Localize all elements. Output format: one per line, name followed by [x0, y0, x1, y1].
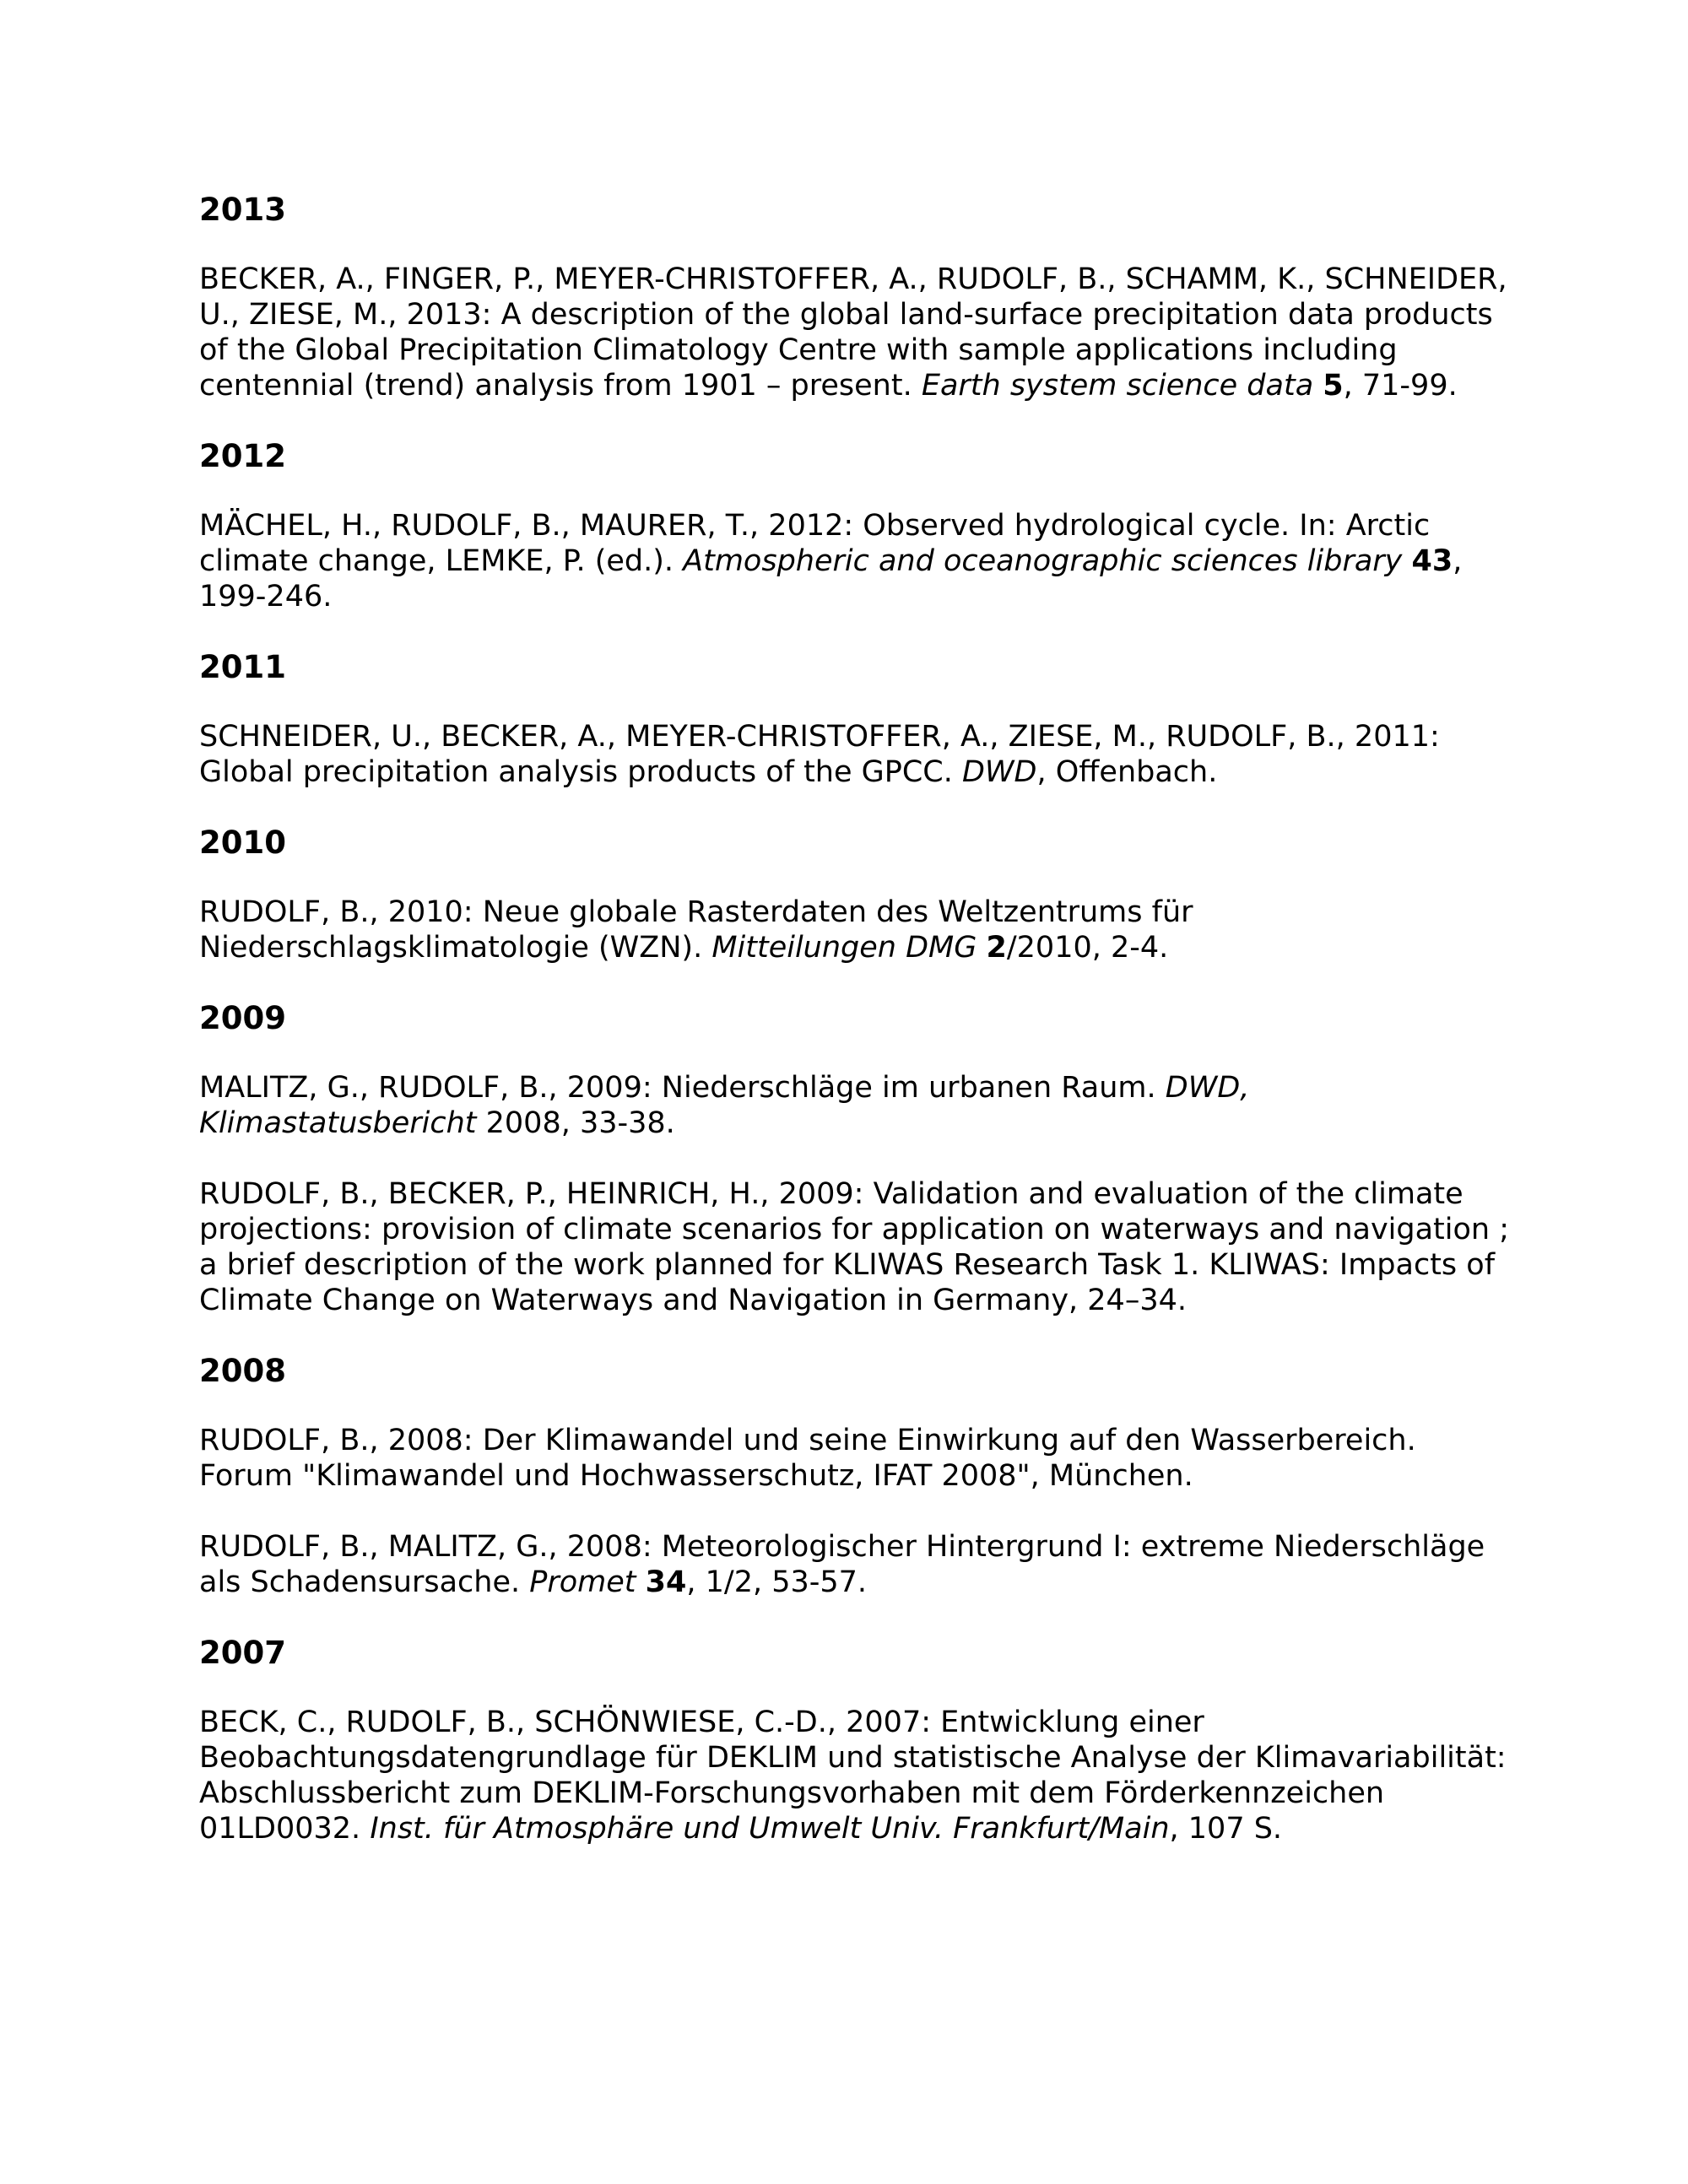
reference-volume: 34 [645, 1565, 687, 1599]
reference-title: Global precipitation analysis products of the GPCC. [199, 755, 962, 789]
reference-authors: MALITZ, G., RUDOLF, B., 2009: [199, 1071, 662, 1105]
reference-pages: , 199-246. [199, 544, 1463, 614]
reference-authors: BECK, C., RUDOLF, B., SCHÖNWIESE, C.-D., 2007: [199, 1706, 941, 1739]
reference-authors: RUDOLF, B., MALITZ, G., 2008: [199, 1530, 662, 1564]
reference-entry [199, 1423, 1516, 1494]
reference-pages: , 107 S. [1169, 1812, 1283, 1846]
reference-volume: 43 [1411, 544, 1453, 578]
reference-authors: RUDOLF, B., 2010: [199, 895, 483, 929]
reference-journal: Inst. für Atmosphäre und Umwelt Univ. Frankfurt/Main [370, 1812, 1170, 1846]
reference-title: Meteorologischer Hintergrund I: extreme Niederschläge als Schadensursache. [199, 1530, 1485, 1599]
reference-entry [199, 508, 1516, 614]
reference-authors: SCHNEIDER, U., BECKER, A., MEYER-CHRISTOFFER, A., ZIESE, M., RUDOLF, B., 2011: [199, 720, 1440, 754]
reference-volume: 5 [1323, 369, 1344, 403]
reference-journal: Mitteilungen DMG [711, 931, 977, 965]
reference-journal: Promet [529, 1565, 636, 1599]
reference-volume: 2 [986, 931, 1007, 965]
reference-entry [199, 1070, 1516, 1141]
year-heading-2013: 2013 [199, 192, 286, 228]
reference-title: Entwicklung einer Beobachtungsdatengrundlage für DEKLIM und statistische Analyse der Klimavariabilität: Abschlussbericht zum DEKLIM-Forschungsvorhaben mit dem Förderkennzeichen 01LD0032. [199, 1706, 1507, 1846]
reference-entry [199, 262, 1516, 403]
reference-title: Niederschläge im urbanen Raum. [661, 1071, 1166, 1105]
reference-journal: Atmospheric and oceanographic sciences library [683, 544, 1403, 578]
reference-journal: Earth system science data [921, 369, 1314, 403]
reference-authors: RUDOLF, B., BECKER, P., HEINRICH, H., 2009: [199, 1177, 874, 1211]
reference-authors: BECKER, A., FINGER, P., MEYER-CHRISTOFFER, A., RUDOLF, B., SCHAMM, K., SCHNEIDER, U., ZIESE, M., 2013: [199, 262, 1507, 332]
reference-entry [199, 1529, 1516, 1600]
reference-title: Neue globale Rasterdaten des Weltzentrums für Niederschlagsklimatologie (WZN). [199, 895, 1193, 965]
reference-journal: DWD [961, 755, 1037, 789]
year-heading-2009: 2009 [199, 1000, 286, 1036]
year-heading-2010: 2010 [199, 824, 286, 861]
year-heading-2011: 2011 [199, 649, 286, 685]
reference-journal: DWD, Klimastatusbericht [199, 1071, 1250, 1140]
reference-entry [199, 895, 1516, 965]
reference-title: A description of the global land-surface precipitation data products of the Global Precipitation Climatology Centre with sample applications including centennial (trend) analysis from 1901 – present. [199, 298, 1493, 403]
reference-pages: , 71-99. [1343, 369, 1458, 403]
reference-pages: /2010, 2-4. [1006, 931, 1169, 965]
reference-authors: RUDOLF, B., 2008: [199, 1424, 483, 1457]
reference-pages: , 1/2, 53-57. [686, 1565, 868, 1599]
year-heading-2012: 2012 [199, 438, 286, 474]
reference-pages: , Offenbach. [1036, 755, 1218, 789]
reference-title: Observed hydrological cycle. In: Arctic climate change, LEMKE, P. (ed.). [199, 509, 1431, 578]
reference-pages: 2008, 33-38. [476, 1106, 675, 1140]
reference-entry [199, 719, 1516, 790]
reference-authors: MÄCHEL, H., RUDOLF, B., MAURER, T., 2012: [199, 509, 863, 543]
reference-title: Der Klimawandel und seine Einwirkung auf den Wasserbereich. Forum "Klimawandel und Hochwasserschutz, IFAT 2008", München. [199, 1424, 1416, 1493]
year-heading-2007: 2007 [199, 1635, 286, 1671]
year-heading-2008: 2008 [199, 1353, 286, 1389]
reference-entry [199, 1176, 1516, 1318]
publication-list [199, 192, 1516, 1882]
reference-title: Validation and evaluation of the climate projections: provision of climate scenarios for application on waterways and navigation ; a brief description of the work planned for KLIWAS Research Task 1. KLIWAS: Impacts of Climate Change on Waterways and Navigation in Germany, 24–34. [199, 1177, 1510, 1317]
reference-entry [199, 1705, 1516, 1846]
